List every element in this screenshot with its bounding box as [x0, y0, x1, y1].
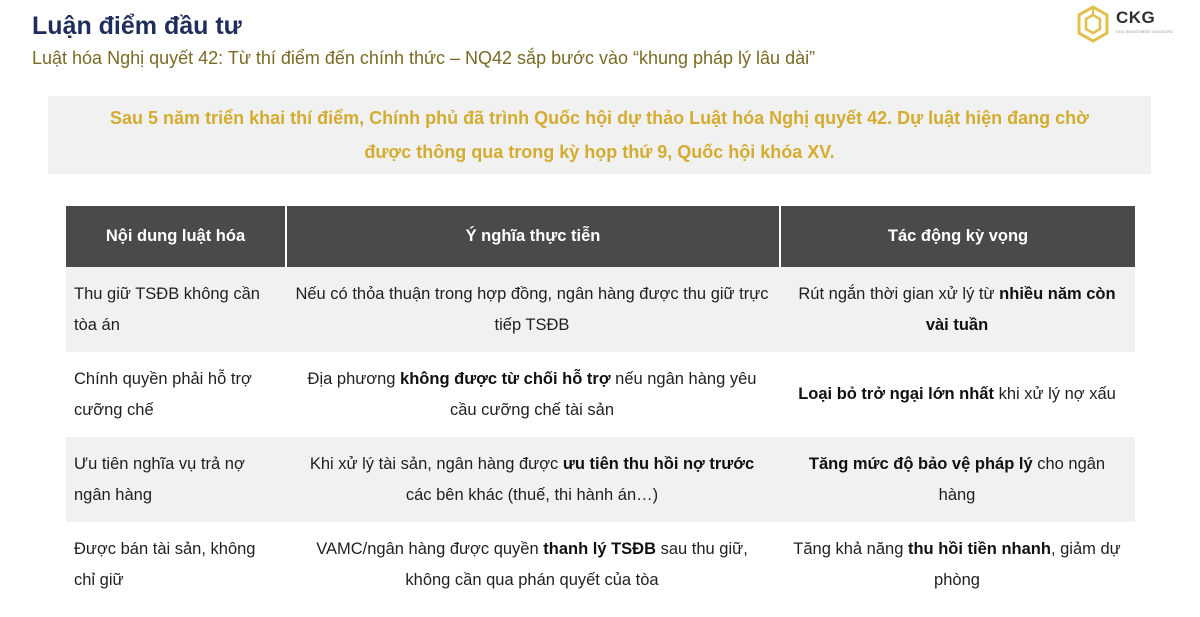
emphasis-text: thu hồi tiền nhanh — [907, 539, 1051, 558]
cell-text: VAMC/ngân hàng được quyền — [316, 539, 544, 558]
emphasis-text: thanh lý TSĐB — [543, 539, 657, 558]
cell-text: Rút ngắn thời gian xử lý từ — [798, 284, 1000, 303]
emphasis-text: Tăng mức độ bảo vệ pháp lý — [808, 454, 1033, 473]
cell-text: , giảm dự phòng — [934, 539, 1121, 589]
cell-content: Thu giữ TSĐB không cần tòa án — [74, 284, 260, 334]
page-subtitle: Luật hóa Nghị quyết 42: Từ thí điểm đến chính thức – NQ42 sắp bước vào “khung pháp lý lâu dài” — [32, 48, 816, 68]
logo-tagline: CKG INVESTMENT ADVISORS — [1116, 30, 1173, 34]
cell-text: khi xử lý nợ xấu — [993, 385, 1116, 403]
table-header — [66, 206, 1135, 267]
hexagon-logo-icon — [1074, 4, 1112, 44]
cell-text: các bên khác (thuế, thi hành án…) — [405, 485, 659, 504]
cell-text: Tăng khả năng — [793, 539, 908, 558]
cell-text: sau thu giữ, không cần qua phán quyết của tòa — [405, 539, 748, 589]
cell-text: Nếu có thỏa thuận trong hợp đồng, ngân hàng được thu giữ trực tiếp TSĐB — [295, 284, 769, 334]
cell-impact — [779, 267, 1135, 352]
cell-content: Được bán tài sản, không chỉ giữ — [74, 539, 256, 589]
column-header-content: Nội dung luật hóa — [105, 227, 246, 245]
cell-impact — [779, 352, 1135, 437]
emphasis-text: không được từ chối hỗ trợ — [400, 369, 611, 388]
brand-logo — [1074, 4, 1200, 46]
column-header-impact: Tác động kỳ vọng — [779, 206, 1135, 267]
cell-content: Chính quyền phải hỗ trợ cưỡng chế — [74, 369, 252, 419]
cell-impact — [779, 437, 1135, 522]
logo-wordmark: CKG — [1116, 8, 1156, 27]
cell-meaning — [285, 522, 779, 607]
cell-content: Ưu tiên nghĩa vụ trả nợ ngân hàng — [74, 454, 245, 504]
cell-impact — [779, 522, 1135, 607]
cell-text: Khi xử lý tài sản, ngân hàng được — [309, 454, 563, 473]
table-row — [66, 522, 1135, 607]
page-title: Luận điểm đầu tư — [32, 12, 242, 40]
cell-meaning — [285, 267, 779, 352]
emphasis-text: nhiều năm còn vài tuần — [925, 284, 1116, 334]
cell-text: Địa phương — [307, 369, 401, 388]
table-row — [66, 437, 1135, 522]
legalization-table — [66, 206, 1135, 607]
table-row — [66, 352, 1135, 437]
table-row — [66, 267, 1135, 352]
emphasis-text: Loại bỏ trở ngại lớn nhất — [798, 385, 994, 403]
column-header-meaning: Ý nghĩa thực tiễn — [285, 206, 779, 267]
callout-box — [48, 96, 1151, 174]
cell-meaning — [285, 352, 779, 437]
cell-text: cho ngân hàng — [938, 454, 1106, 504]
callout-text: Sau 5 năm triển khai thí điểm, Chính phủ đã trình Quốc hội dự thảo Luật hóa Nghị quyết 42. Dự luật hiện đang chờ được thông qua trong kỳ họp thứ 9, Quốc hội khóa XV. — [110, 108, 1089, 162]
emphasis-text: ưu tiên thu hồi nợ trước — [562, 454, 755, 473]
cell-text: nếu ngân hàng yêu cầu cưỡng chế tài sản — [449, 369, 757, 419]
cell-meaning — [285, 437, 779, 522]
